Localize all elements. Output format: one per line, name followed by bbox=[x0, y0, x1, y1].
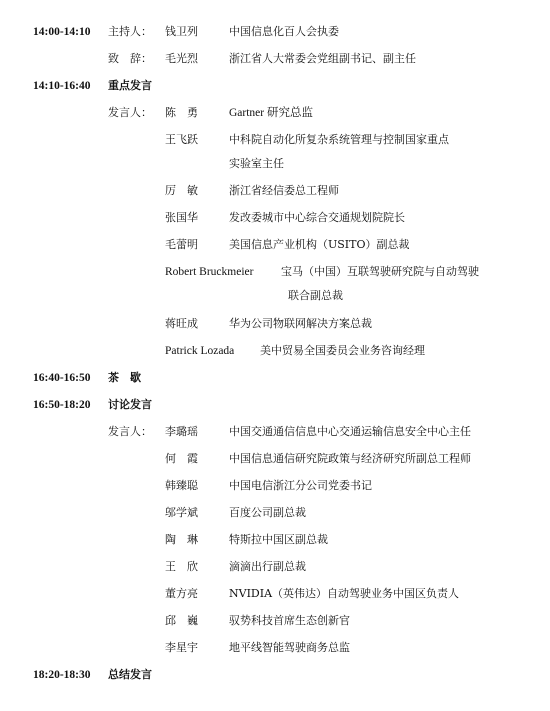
speaker-title: 发改委城市中心综合交通规划院院长 bbox=[229, 211, 405, 224]
speaker-name: 韩臻聪 bbox=[165, 479, 198, 492]
speaker-title-cont: 实验室主任 bbox=[229, 157, 284, 170]
speaker-title: 驭势科技首席生态创新官 bbox=[229, 614, 350, 627]
host-name: 钱卫列 bbox=[165, 25, 198, 38]
speaker-role-label: 发言人： bbox=[108, 106, 152, 119]
speaker-title: 中科院自动化所复杂系统管理与控制国家重点 bbox=[229, 133, 449, 146]
speaker-name: 邱 巍 bbox=[165, 614, 198, 627]
speaker-title: 浙江省经信委总工程师 bbox=[229, 184, 339, 197]
speaker-name: 蒋旺成 bbox=[165, 317, 198, 330]
speaker-name: 张国华 bbox=[165, 211, 198, 224]
speaker-title: 中国信息通信研究院政策与经济研究所副总工程师 bbox=[229, 452, 471, 465]
speaker-title: 特斯拉中国区副总裁 bbox=[229, 533, 328, 546]
speaker-name: 陶 琳 bbox=[165, 533, 198, 546]
speaker-title: 宝马（中国）互联驾驶研究院与自动驾驶 bbox=[281, 265, 479, 278]
speaker-name: 邬学斌 bbox=[165, 506, 198, 519]
speaker-name: 陈 勇 bbox=[165, 106, 198, 119]
speaker-role-label: 发言人： bbox=[108, 425, 152, 438]
speaker-name: 毛蕾明 bbox=[165, 238, 198, 251]
speaker-title: 地平线智能驾驶商务总监 bbox=[229, 641, 350, 654]
session-title: 总结发言 bbox=[108, 668, 152, 681]
speech-role-label: 致 辞： bbox=[108, 52, 152, 65]
session-time: 14:10-16:40 bbox=[33, 80, 91, 92]
session-title: 茶 歇 bbox=[108, 371, 141, 384]
speaker-name: 何 霞 bbox=[165, 452, 198, 465]
session-time: 16:40-16:50 bbox=[33, 372, 91, 384]
speaker-title-cont: 联合副总裁 bbox=[288, 289, 343, 302]
session-time: 18:20-18:30 bbox=[33, 669, 91, 681]
speaker-title: 华为公司物联网解决方案总裁 bbox=[229, 317, 372, 330]
speaker-name: 董方亮 bbox=[165, 587, 198, 600]
speaker-title: 百度公司副总裁 bbox=[229, 506, 306, 519]
host-role-label: 主持人： bbox=[108, 25, 152, 38]
session-title: 讨论发言 bbox=[108, 398, 152, 411]
speaker-name: Robert Bruckmeier bbox=[165, 266, 254, 278]
speaker-name: 王 欣 bbox=[165, 560, 198, 573]
session-time: 16:50-18:20 bbox=[33, 399, 91, 411]
speaker-name: 厉 敏 bbox=[165, 184, 198, 197]
speaker-name: 王飞跃 bbox=[165, 133, 198, 146]
host-title: 中国信息化百人会执委 bbox=[229, 25, 339, 38]
speaker-title: 中国交通通信信息中心交通运输信息安全中心主任 bbox=[229, 425, 471, 438]
speaker-title: Gartner 研究总监 bbox=[229, 107, 313, 119]
speech-title: 浙江省人大常委会党组副书记、副主任 bbox=[229, 52, 416, 65]
speaker-title: 中国电信浙江分公司党委书记 bbox=[229, 479, 372, 492]
speaker-name: 李璐瑶 bbox=[165, 425, 198, 438]
speech-name: 毛光烈 bbox=[165, 52, 198, 65]
session-title: 重点发言 bbox=[108, 79, 152, 92]
speaker-name: Patrick Lozada bbox=[165, 345, 235, 357]
speaker-title: NVIDIA（英伟达）自动驾驶业务中国区负责人 bbox=[229, 587, 460, 600]
speaker-name: 李星宇 bbox=[165, 641, 198, 654]
speaker-title: 美中贸易全国委员会业务咨询经理 bbox=[260, 344, 425, 357]
speaker-title: 滴滴出行副总裁 bbox=[229, 560, 306, 573]
session-time: 14:00-14:10 bbox=[33, 26, 91, 38]
speaker-title: 美国信息产业机构（USITO）副总裁 bbox=[229, 238, 410, 251]
